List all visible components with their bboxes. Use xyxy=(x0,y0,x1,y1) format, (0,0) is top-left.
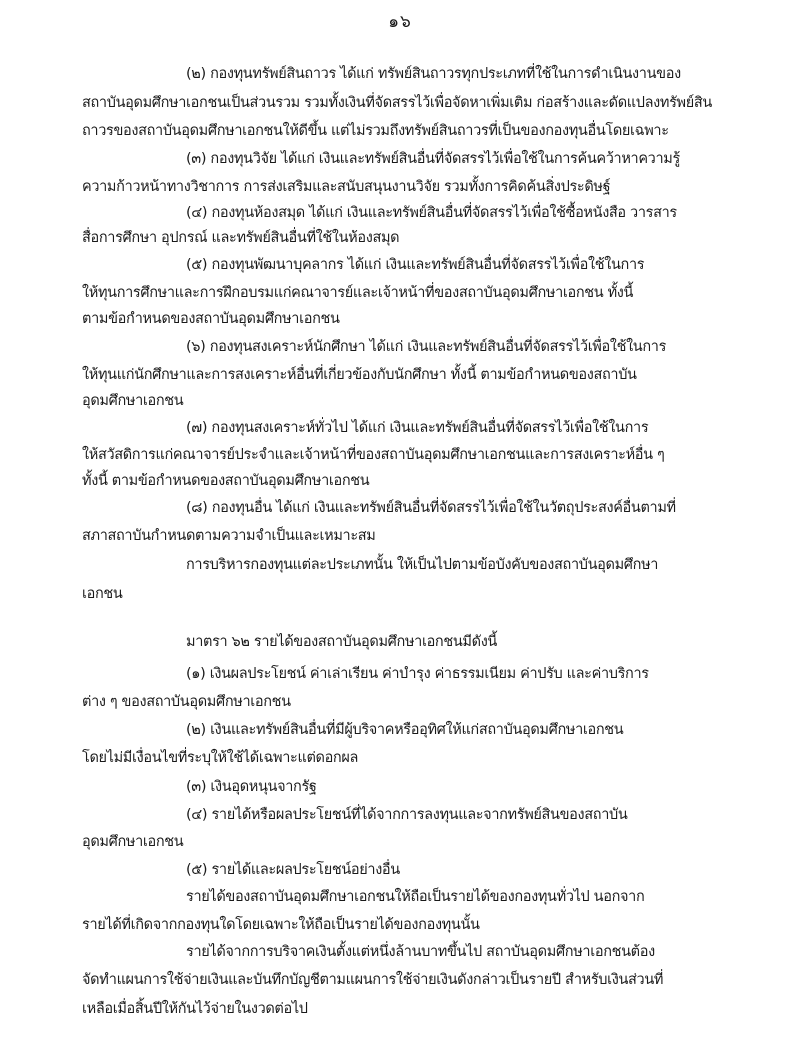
text-line: รายได้ที่เกิดจากกองทุนใดโดยเฉพาะให้ถือเป็นรายได้ของกองทุนนั้น xyxy=(82,917,480,933)
text-line: (๕) กองทุนพัฒนาบุคลากร ได้แก่ เงินและทรัพย์สินอื่นที่จัดสรรไว้เพื่อใช้ในการ xyxy=(186,257,645,273)
text-line: (๖) กองทุนสงเคราะห์นักศึกษา ได้แก่ เงินและทรัพย์สินอื่นที่จัดสรรไว้เพื่อใช้ในการ xyxy=(186,339,667,355)
text-line: อุดมศึกษาเอกชน xyxy=(82,393,184,409)
text-line: ทั้งนี้ ตามข้อกำหนดของสถาบันอุดมศึกษาเอกชน xyxy=(82,473,370,489)
text-line: โดยไม่มีเงื่อนไขที่ระบุให้ใช้ได้เฉพาะแต่ดอกผล xyxy=(82,750,359,766)
text-line: สื่อการศึกษา อุปกรณ์ และทรัพย์สินอื่นที่ใช้ในห้องสมุด xyxy=(82,230,400,246)
text-line: ความก้าวหน้าทางวิชาการ การส่งเสริมและสนับสนุนงานวิจัย รวมทั้งการคิดค้นสิ่งประดิษฐ์ xyxy=(82,179,611,195)
text-line: การบริหารกองทุนแต่ละประเภทนั้น ให้เป็นไปตามข้อบังคับของสถาบันอุดมศึกษา xyxy=(186,557,659,573)
text-line: อุดมศึกษาเอกชน xyxy=(82,834,184,850)
text-line: เอกชน xyxy=(82,586,123,602)
text-line: (๔) รายได้หรือผลประโยชน์ที่ได้จากการลงทุนและจากทรัพย์สินของสถาบัน xyxy=(186,807,628,823)
text-line: (๘) กองทุนอื่น ได้แก่ เงินและทรัพย์สินอื่นที่จัดสรรไว้เพื่อใช้ในวัตถุประสงค์อื่นตามที่ xyxy=(186,500,676,516)
text-line: สภาสถาบันกำหนดตามความจำเป็นและเหมาะสม xyxy=(82,528,376,544)
text-line: รายได้ของสถาบันอุดมศึกษาเอกชนให้ถือเป็นรายได้ของกองทุนทั่วไป นอกจาก xyxy=(186,889,645,905)
text-line: จัดทำแผนการใช้จ่ายเงินและบันทึกบัญชีตามแผนการใช้จ่ายเงินดังกล่าวเป็นรายปี สำหรับเงินส่วนที่ xyxy=(82,972,664,988)
text-line: (๓) เงินอุดหนุนจากรัฐ xyxy=(186,779,317,795)
text-line: ถาวรของสถาบันอุดมศึกษาเอกชนให้ดีขึ้น แต่ไม่รวมถึงทรัพย์สินถาวรที่เป็นของกองทุนอื่นโดยเฉพาะ xyxy=(82,123,669,139)
text-line: (๑) เงินผลประโยชน์ ค่าเล่าเรียน ค่าบำรุง ค่าธรรมเนียม ค่าปรับ และค่าบริการ xyxy=(186,666,649,682)
text-line: ต่าง ๆ ของสถาบันอุดมศึกษาเอกชน xyxy=(82,694,291,710)
section-heading: มาตรา ๖๒ รายได้ของสถาบันอุดมศึกษาเอกชนมีดังนี้ xyxy=(186,634,497,650)
text-line: (๕) รายได้และผลประโยชน์อย่างอื่น xyxy=(186,862,400,878)
text-line: (๗) กองทุนสงเคราะห์ทั่วไป ได้แก่ เงินและทรัพย์สินอื่นที่จัดสรรไว้เพื่อใช้ในการ xyxy=(186,420,649,436)
text-line: ตามข้อกำหนดของสถาบันอุดมศึกษาเอกชน xyxy=(82,311,340,327)
text-line: (๓) กองทุนวิจัย ได้แก่ เงินและทรัพย์สินอื่นที่จัดสรรไว้เพื่อใช้ในการค้นคว้าหาความรู้ xyxy=(186,151,680,167)
text-line: ให้สวัสดิการแก่คณาจารย์ประจำและเจ้าหน้าที่ของสถาบันอุดมศึกษาเอกชนและการสงเคราะห์อื่น ๆ xyxy=(82,447,665,463)
text-line: (๒) กองทุนทรัพย์สินถาวร ได้แก่ ทรัพย์สินถาวรทุกประเภทที่ใช้ในการดำเนินงานของ xyxy=(186,66,681,82)
text-line: เหลือเมื่อสิ้นปีให้กันไว้จ่ายในงวดต่อไป xyxy=(82,1001,308,1017)
text-line: ให้ทุนการศึกษาและการฝึกอบรมแก่คณาจารย์และเจ้าหน้าที่ของสถาบันอุดมศึกษาเอกชน ทั้งนี้ xyxy=(82,285,634,301)
text-line: (๒) เงินและทรัพย์สินอื่นที่มีผู้บริจาคหรืออุทิศให้แก่สถาบันอุดมศึกษาเอกชน xyxy=(186,722,624,738)
text-line: (๔) กองทุนห้องสมุด ได้แก่ เงินและทรัพย์สินอื่นที่จัดสรรไว้เพื่อใช้ซื้อหนังสือ วารสาร xyxy=(186,205,677,221)
text-line: รายได้จากการบริจาคเงินตั้งแต่หนึ่งล้านบาทขึ้นไป สถาบันอุดมศึกษาเอกชนต้อง xyxy=(186,944,655,960)
page-number: ๑๖ xyxy=(388,12,412,32)
text-line: สถาบันอุดมศึกษาเอกชนเป็นส่วนรวม รวมทั้งเงินที่จัดสรรไว้เพื่อจัดหาเพิ่มเติม ก่อสร้างและดัดแปลงทรัพย์สิน xyxy=(82,95,712,111)
text-line: ให้ทุนแก่นักศึกษาและการสงเคราะห์อื่นที่เกี่ยวข้องกับนักศึกษา ทั้งนี้ ตามข้อกำหนดของสถาบัน xyxy=(82,367,637,383)
